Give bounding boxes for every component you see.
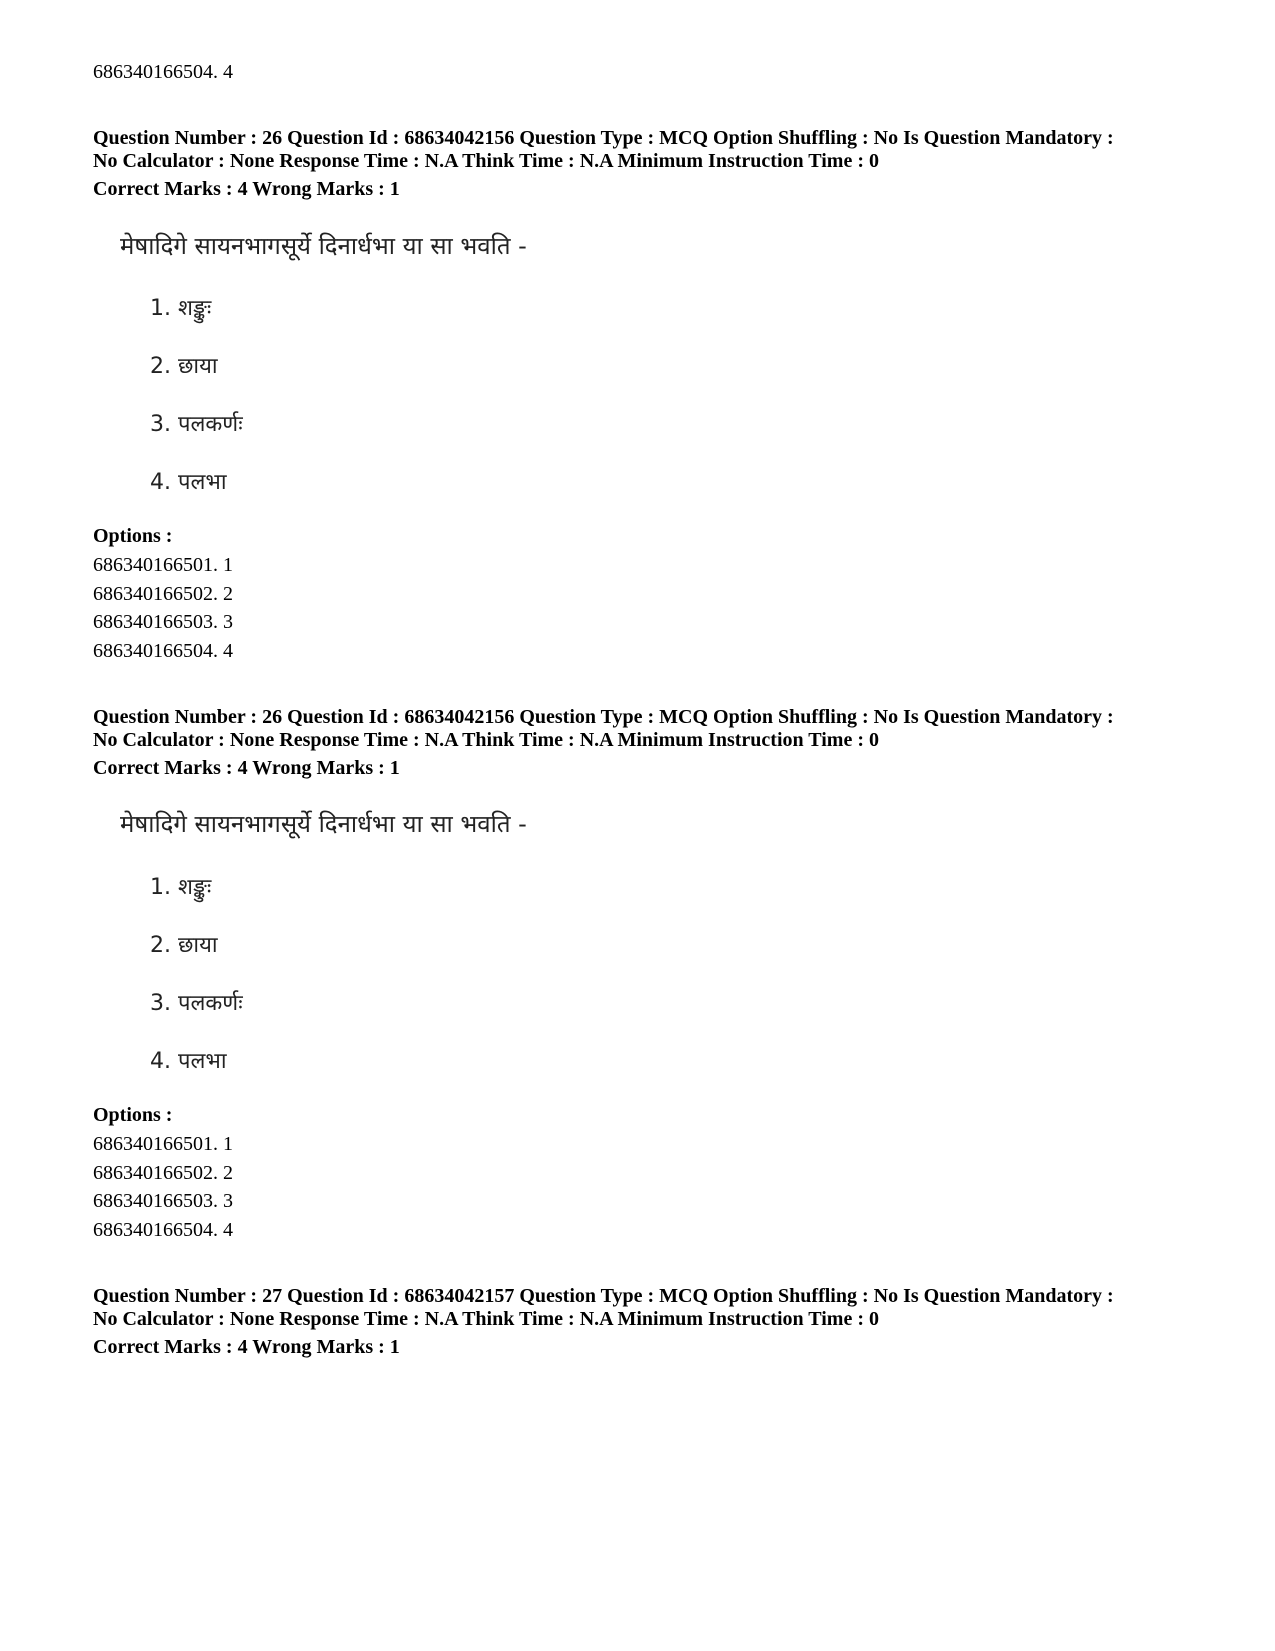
option-line: 686340166502. 2: [93, 583, 233, 605]
option-line: 686340166504. 4: [93, 61, 233, 83]
marks-line: Correct Marks : 4 Wrong Marks : 1: [93, 1336, 400, 1358]
marks-line: Correct Marks : 4 Wrong Marks : 1: [93, 757, 400, 779]
option-line: 686340166503. 3: [93, 1190, 233, 1212]
marks-line: Correct Marks : 4 Wrong Marks : 1: [93, 178, 400, 200]
option-line: 686340166504. 4: [93, 1219, 233, 1241]
choice-item: 1. शङ्कुः: [150, 875, 212, 900]
choice-item: 4. पलभा: [150, 1049, 227, 1074]
question-header-line-1: Question Number : 27 Question Id : 68634042157 Question Type : MCQ Option Shuffling : No Is Question Mandatory :: [93, 1285, 1114, 1307]
question-header-line-2: No Calculator : None Response Time : N.A Think Time : N.A Minimum Instruction Time : 0: [93, 150, 879, 172]
question-header-line-2: No Calculator : None Response Time : N.A Think Time : N.A Minimum Instruction Time : 0: [93, 1308, 879, 1330]
choice-item: 3. पलकर्णः: [150, 991, 243, 1016]
option-line: 686340166501. 1: [93, 1133, 233, 1155]
choice-item: 3. पलकर्णः: [150, 412, 243, 437]
options-label: Options :: [93, 1104, 173, 1126]
question-header-line-2: No Calculator : None Response Time : N.A Think Time : N.A Minimum Instruction Time : 0: [93, 729, 879, 751]
question-header-line-1: Question Number : 26 Question Id : 68634042156 Question Type : MCQ Option Shuffling : No Is Question Mandatory :: [93, 706, 1114, 728]
choice-item: 2. छाया: [150, 354, 218, 379]
choice-item: 2. छाया: [150, 933, 218, 958]
option-line: 686340166502. 2: [93, 1162, 233, 1184]
question-text: मेषादिगे सायनभागसूर्ये दिनार्धभा या सा भवति -: [120, 232, 527, 260]
option-line: 686340166504. 4: [93, 640, 233, 662]
option-line: 686340166501. 1: [93, 554, 233, 576]
question-text: मेषादिगे सायनभागसूर्ये दिनार्धभा या सा भवति -: [120, 810, 527, 838]
choice-item: 4. पलभा: [150, 470, 227, 495]
choice-item: 1. शङ्कुः: [150, 296, 212, 321]
option-line: 686340166503. 3: [93, 611, 233, 633]
question-header-line-1: Question Number : 26 Question Id : 68634042156 Question Type : MCQ Option Shuffling : No Is Question Mandatory :: [93, 127, 1114, 149]
options-label: Options :: [93, 525, 173, 547]
